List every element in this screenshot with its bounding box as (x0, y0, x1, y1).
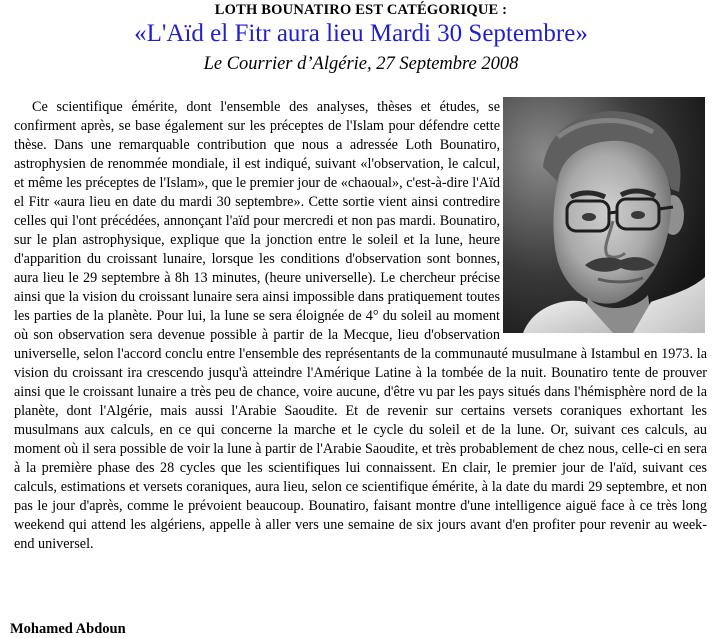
article-body (14, 98, 707, 554)
article-kicker: LOTH BOUNATIRO EST CATÉGORIQUE : (214, 2, 508, 18)
article-headline: «L'Aïd el Fitr aura lieu Mardi 30 Septembre» (134, 20, 588, 47)
article-body-text: Ce scientifique émérite, dont l'ensemble des analyses, thèses et études, se confirment après, se base également sur les préceptes de l'Islam pour défendre cette thèse. Dans une remarquable contribution que nous a adressée Loth Bounatiro, astrophysien de renommée mondiale, il est indiqué, suivant «l'observation, le calcul, et même les préceptes de l'Islam», que le premier jour de «chaoual», c'est-à-dire l'Aïd el Fitr «aura lieu en date du mardi 30 septembre». Cette sortie vient ainsi contredire celles qui l'ont précédées, annonçant l'aïd pour mercredi et non pas mardi. Bounatiro, sur le plan astrophysique, explique que la jonction entre le soleil et la lune, heure d'apparition du croissant lunaire, lorsque les conditions d'observation sont bonnes, aura lieu le 29 septembre à 8h 13 minutes, (heure universelle). Le chercheur précise ainsi que la vision du croissant lunaire sera ainsi impossible dans pratiquement toutes les parties de la planète. Pour lui, la lune se sera éloignée de 4° du soleil au moment où son observation sera devenue possible à partir de la Mecque, lieu d'observation universelle, selon l'accord conclu entre l'ensemble des représentants de la communauté musulmane à Istambul en 1973. la vision du croissant ira crescendo jusqu'à atteindre l'Amérique Latine à la tombée de la nuit. Bounatiro tente de prouver ainsi que le croissant lunaire a très peu de chance, voire aucune, d'être vu par les pays situés dans l'hémisphère nord de la planète, dont l'Algérie, mais aussi l'Arabie Saoudite. Et de revenir sur certains versets coraniques exhortant les musulmans aux calculs, en ce qui concerne la marche et le cycle du soleil et de la lune. Or, suivant ces calculs, au moment où il sera possible de voir la lune à partir de l'Arabie Saoudite, et très probablement de chez nous, celle-ci en sera à la première phase des 28 cycles que les scientifiques lui connaissent. En clair, le premier jour de l'aïd, suivant ces calculs, estimations et versets coraniques, aura lieu, selon ce scientifique émérite, à la date du mardi 29 septembre, et non pas le jour d'après, comme le prévoient beaucoup. Bounatiro, faisant montre d'une intelligence aiguë face à ce très long weekend qui attend les algériens, appelle à aller vers une semaine de six jours avant d'en profiter pour revenir au week-end universel. (14, 99, 707, 552)
article-author: Mohamed Abdoun (10, 621, 126, 637)
article-source: Le Courrier d’Algérie, 27 Septembre 2008 (203, 54, 519, 74)
photo-wrap-space (507, 98, 707, 336)
